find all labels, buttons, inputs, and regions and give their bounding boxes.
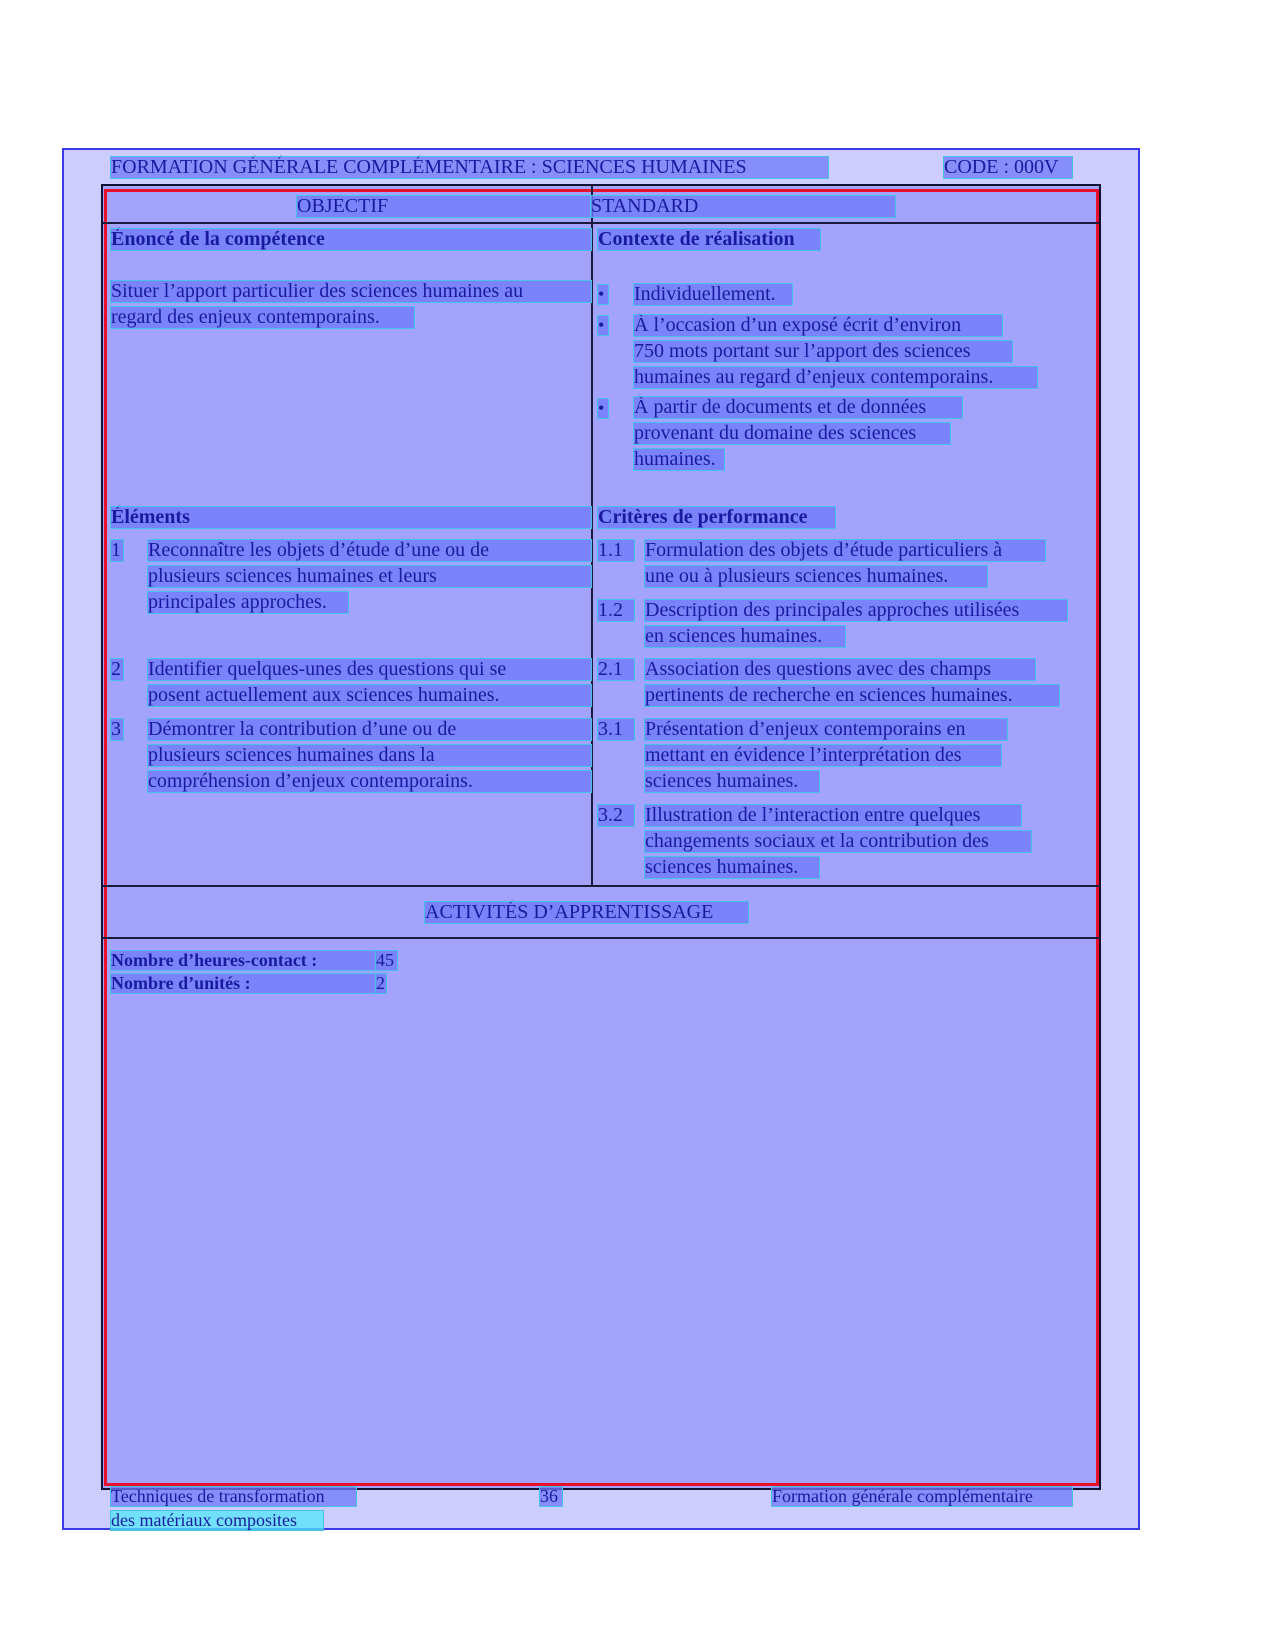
table-rule-header bbox=[103, 222, 1099, 224]
contexte-bullet-3-line-2: provenant du domaine des sciences bbox=[634, 423, 950, 444]
enonce-line-1: Situer l’apport particulier des sciences humaines au bbox=[111, 281, 591, 302]
column-header-standard: STANDARD bbox=[591, 196, 895, 217]
contexte-heading: Contexte de réalisation bbox=[598, 229, 820, 250]
element-2-line-2: posent actuellement aux sciences humaines. bbox=[148, 685, 591, 706]
elements-heading: Éléments bbox=[111, 507, 591, 528]
footer-course-name: Formation générale complémentaire bbox=[772, 1487, 1072, 1506]
critere-1-1-number: 1.1 bbox=[598, 540, 634, 561]
footer-program-line-2: des matériaux composites bbox=[111, 1511, 323, 1530]
critere-1-2-line-2: en sciences humaines. bbox=[645, 626, 845, 647]
critere-2-1-number: 2.1 bbox=[598, 659, 634, 680]
critere-3-1-line-1: Présentation d’enjeux contemporains en bbox=[645, 719, 1007, 740]
element-3-line-3: compréhension d’enjeux contemporains. bbox=[148, 771, 591, 792]
critere-1-1-line-2: une ou à plusieurs sciences humaines. bbox=[645, 566, 987, 587]
element-1-line-3: principales approches. bbox=[148, 592, 348, 613]
bullet-icon: • bbox=[598, 399, 608, 418]
critere-3-2-line-1: Illustration de l’interaction entre quelques bbox=[645, 805, 1021, 826]
contexte-bullet-3-line-3: humaines. bbox=[634, 449, 724, 470]
critere-3-1-line-3: sciences humaines. bbox=[645, 771, 819, 792]
enonce-line-2: regard des enjeux contemporains. bbox=[111, 307, 414, 328]
element-1-line-1: Reconnaître les objets d’étude d’une ou de bbox=[148, 540, 591, 561]
element-2-number: 2 bbox=[111, 658, 121, 680]
table-rule-activites-top bbox=[103, 885, 1099, 887]
table-rule-center bbox=[591, 186, 593, 886]
critere-3-1-number: 3.1 bbox=[598, 719, 634, 740]
table-rule-activites-bottom bbox=[103, 937, 1099, 939]
heures-contact-label: Nombre d’heures-contact : bbox=[111, 951, 376, 970]
enonce-heading: Énoncé de la compétence bbox=[111, 229, 591, 250]
critere-1-2-number: 1.2 bbox=[598, 600, 634, 621]
critere-3-2-line-3: sciences humaines. bbox=[645, 857, 819, 878]
critere-3-2-number: 3.2 bbox=[598, 805, 634, 826]
element-3-line-1: Démontrer la contribution d’une ou de bbox=[148, 719, 591, 740]
document-title: FORMATION GÉNÉRALE COMPLÉMENTAIRE : SCIENCES HUMAINES bbox=[111, 157, 828, 178]
critere-1-1-line-1: Formulation des objets d’étude particuliers à bbox=[645, 540, 1045, 561]
element-3-number: 3 bbox=[111, 718, 121, 740]
course-code: CODE : 000V bbox=[944, 157, 1072, 178]
element-3-line-2: plusieurs sciences humaines dans la bbox=[148, 745, 591, 766]
criteres-heading: Critères de performance bbox=[598, 507, 835, 528]
critere-1-2-line-1: Description des principales approches utilisées bbox=[645, 600, 1067, 621]
bullet-icon: • bbox=[598, 316, 608, 335]
column-header-objectif: OBJECTIF bbox=[297, 196, 591, 217]
contexte-bullet-1-line-1: Individuellement. bbox=[634, 284, 792, 305]
element-1-number: 1 bbox=[111, 539, 121, 561]
bullet-icon: • bbox=[598, 285, 608, 304]
contexte-bullet-2-line-1: À l’occasion d’un exposé écrit d’environ bbox=[634, 315, 1002, 336]
unites-label: Nombre d’unités : bbox=[111, 974, 376, 993]
element-2-line-1: Identifier quelques-unes des questions qui se bbox=[148, 659, 591, 680]
footer-page-number: 36 bbox=[540, 1487, 562, 1506]
footer-program-line-1: Techniques de transformation bbox=[111, 1487, 356, 1506]
unites-value: 2 bbox=[376, 973, 385, 993]
contexte-bullet-2-line-3: humaines au regard d’enjeux contemporains. bbox=[634, 367, 1037, 388]
element-1-line-2: plusieurs sciences humaines et leurs bbox=[148, 566, 591, 587]
contexte-bullet-3-line-1: À partir de documents et de données bbox=[634, 397, 962, 418]
contexte-bullet-2-line-2: 750 mots portant sur l’apport des sciences bbox=[634, 341, 1012, 362]
critere-3-1-line-2: mettant en évidence l’interprétation des bbox=[645, 745, 1001, 766]
critere-2-1-line-2: pertinents de recherche en sciences humaines. bbox=[645, 685, 1059, 706]
heures-contact-value: 45 bbox=[376, 951, 397, 970]
critere-2-1-line-1: Association des questions avec des champs bbox=[645, 659, 1035, 680]
critere-3-2-line-2: changements sociaux et la contribution des bbox=[645, 831, 1031, 852]
activites-heading: ACTIVITÉS D’APPRENTISSAGE bbox=[425, 902, 748, 923]
